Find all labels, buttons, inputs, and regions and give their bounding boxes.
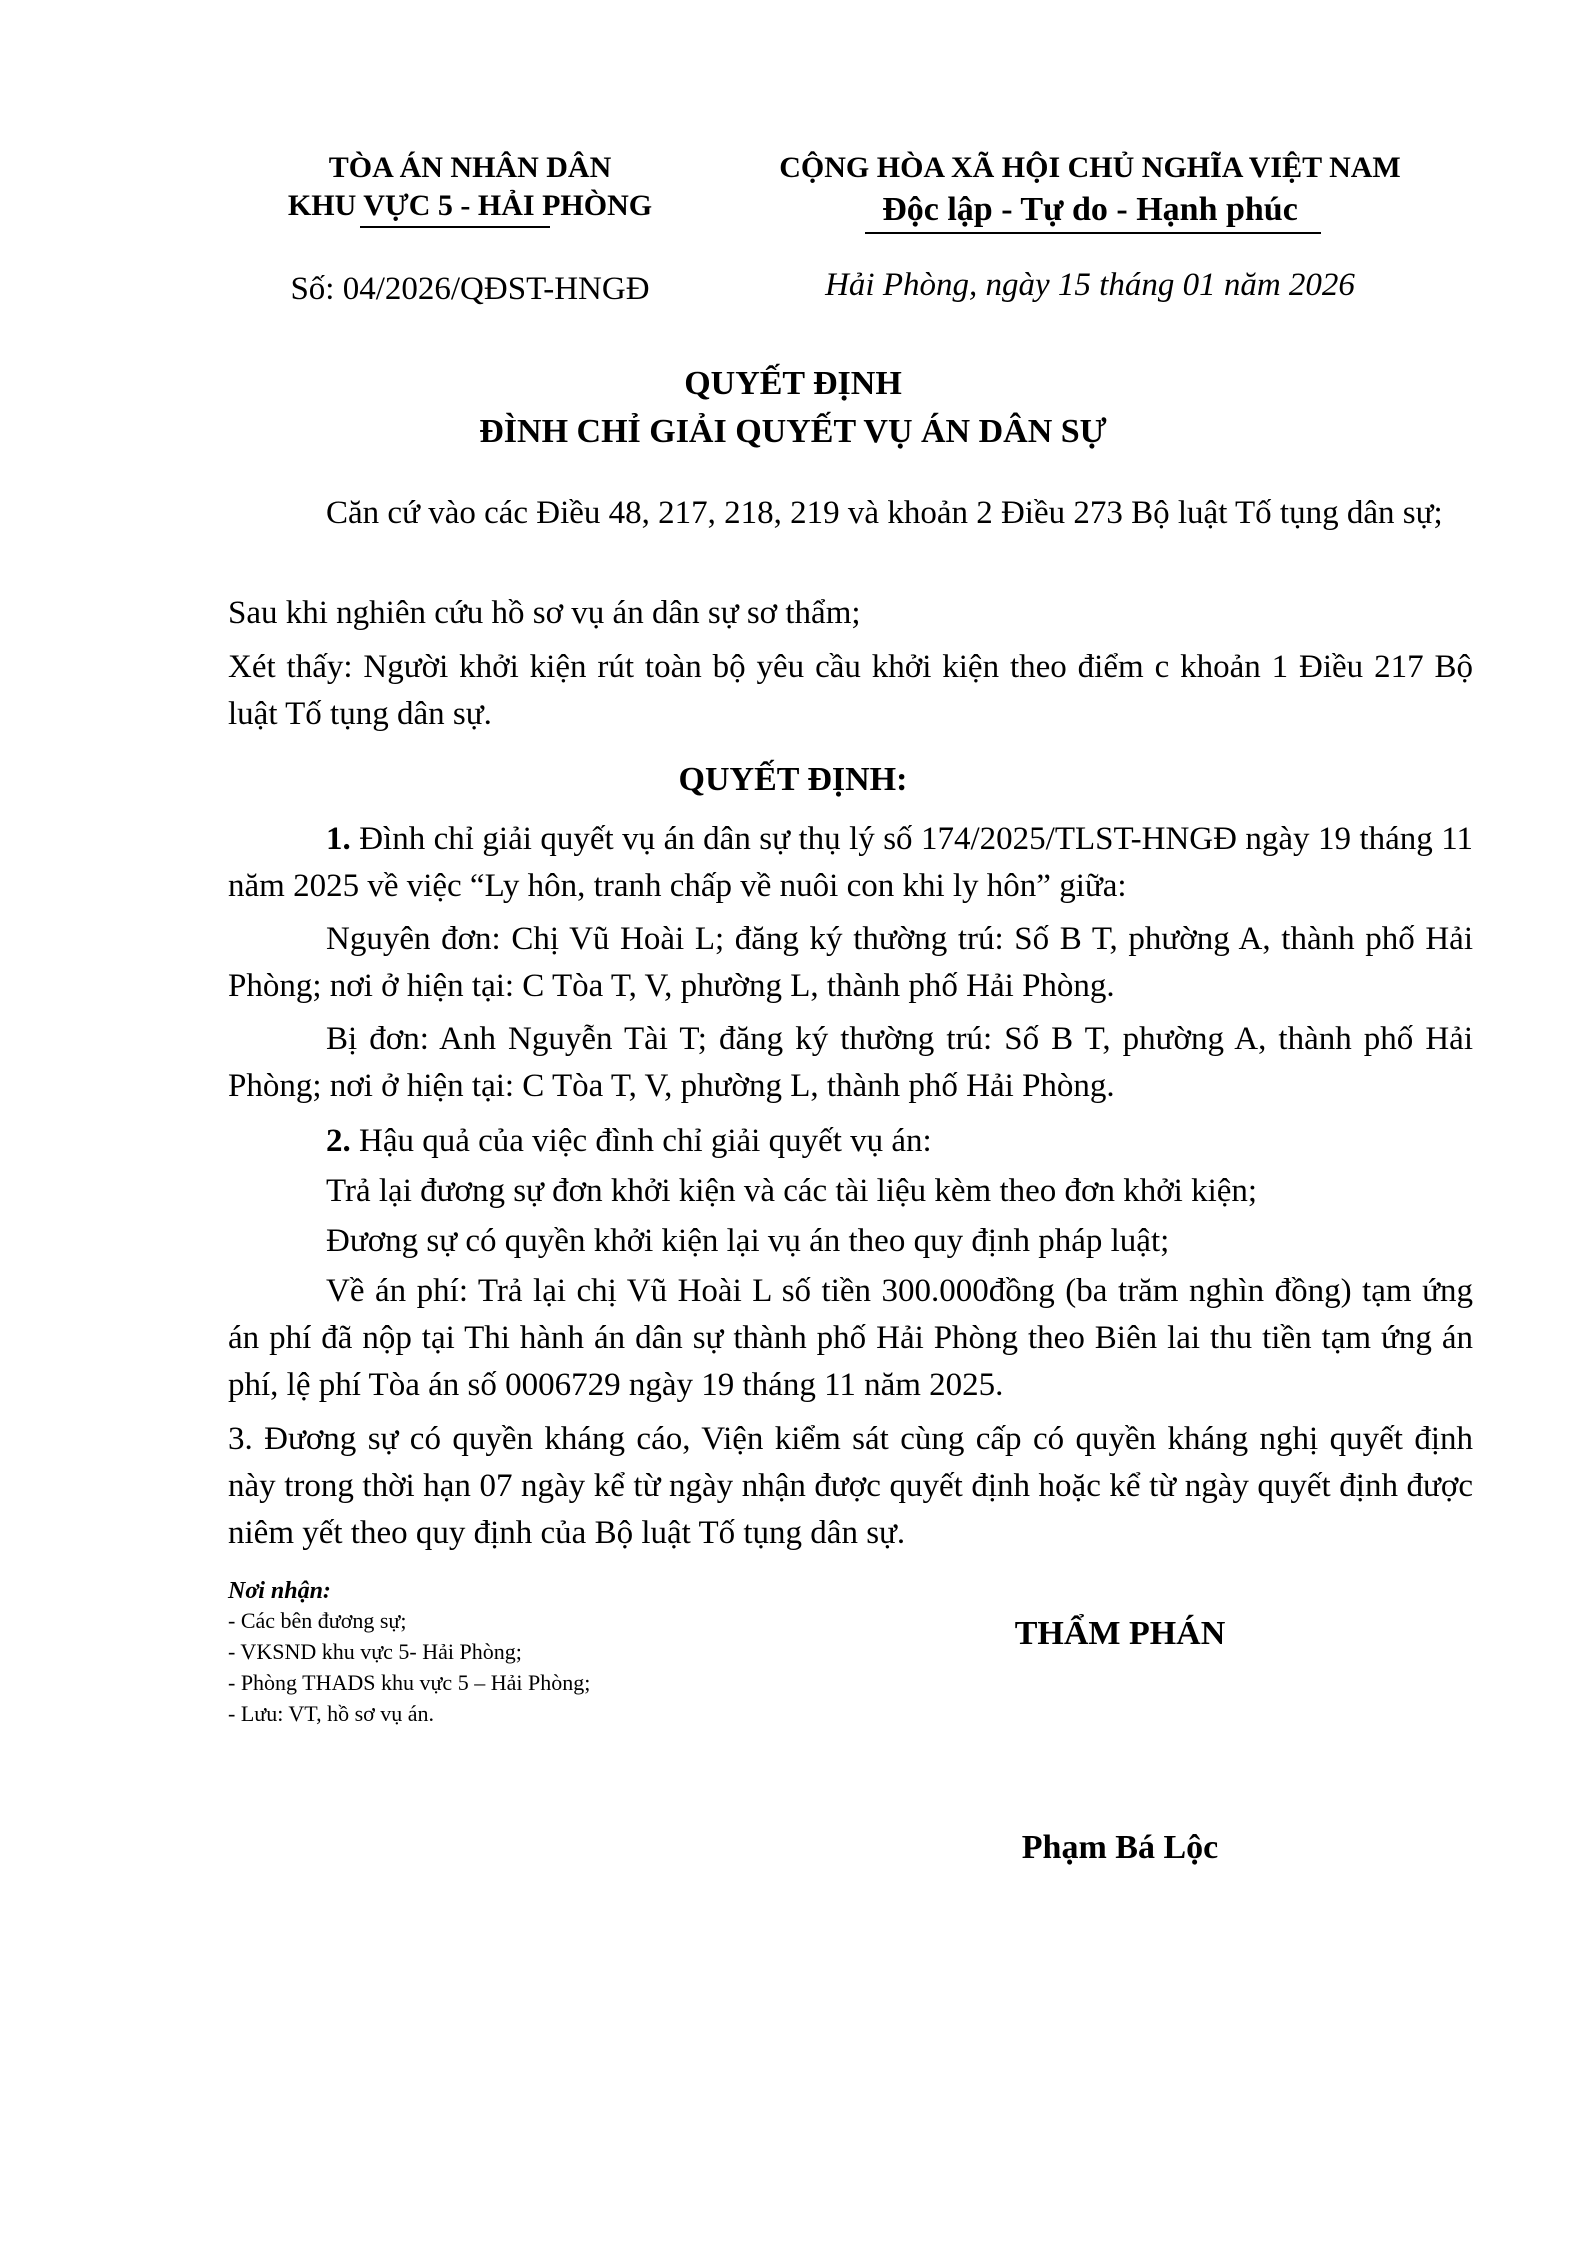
item2-text: Hậu quả của việc đình chỉ giải quyết vụ án: — [359, 1123, 932, 1159]
court-name-line1: TÒA ÁN NHÂN DÂN — [328, 151, 612, 184]
defendant-info: Bị đơn: Anh Nguyễn Tài T; đăng ký thường trú: Số B T, phường A, thành phố Hải Phòng; nơi ở hiện tại: C Tòa T, V, phường L, thành phố Hải Phòng. — [228, 1021, 1473, 1104]
item1-number: 1. — [326, 821, 351, 857]
consideration: Xét thấy: Người khởi kiện rút toàn bộ yêu cầu khởi kiện theo điểm c khoản 1 Điều 217 Bộ luật Tố tụng dân sự. — [228, 649, 1473, 732]
recipient-item: - Các bên đương sự; — [228, 1608, 407, 1633]
court-underline — [360, 226, 550, 228]
national-motto: Độc lập - Tự do - Hạnh phúc — [882, 191, 1298, 228]
recipients-heading: Nơi nhận: — [228, 1578, 331, 1604]
motto-underline — [865, 232, 1321, 234]
plaintiff-info: Nguyên đơn: Chị Vũ Hoài L; đăng ký thường trú: Số B T, phường A, thành phố Hải Phòng; nơi ở hiện tại: C Tòa T, V, phường L, thành phố Hải Phòng. — [228, 921, 1473, 1004]
place-date: Hải Phòng, ngày 15 tháng 01 năm 2026 — [825, 267, 1355, 303]
return-documents: Trả lại đương sự đơn khởi kiện và các tài liệu kèm theo đơn khởi kiện; — [326, 1173, 1258, 1209]
study-statement: Sau khi nghiên cứu hồ sơ vụ án dân sự sơ thẩm; — [228, 595, 861, 631]
decision-heading: QUYẾT ĐỊNH: — [678, 761, 908, 798]
item2-number: 2. — [326, 1123, 351, 1159]
document-number: Số: 04/2026/QĐST-HNGĐ — [290, 271, 650, 307]
signer-role: THẨM PHÁN — [1014, 1615, 1226, 1652]
court-name-line2: KHU VỰC 5 - HẢI PHÒNG — [287, 189, 653, 222]
republic-title: CỘNG HÒA XÃ HỘI CHỦ NGHĨA VIỆT NAM — [779, 151, 1401, 184]
item1-text: Đình chỉ giải quyết vụ án dân sự thụ lý số 174/2025/TLST-HNGĐ ngày 19 tháng 11 năm 2025 về việc “Ly hôn, tranh chấp về nuôi con khi ly hôn” giữa: — [228, 821, 1473, 904]
recipient-item: - Phòng THADS khu vực 5 – Hải Phòng; — [228, 1670, 591, 1695]
item1-paragraph — [228, 816, 1473, 910]
court-fee-refund: Về án phí: Trả lại chị Vũ Hoài L số tiền 300.000đồng (ba trăm nghìn đồng) tạm ứng án phí đã nộp tại Thi hành án dân sự thành phố Hải Phòng theo Biên lai thu tiền tạm ứng án phí, lệ phí Tòa án số 0006729 ngày 19 tháng 11 năm 2025. — [228, 1273, 1473, 1403]
item2-paragraph — [326, 1118, 1473, 1165]
recipient-item: - Lưu: VT, hồ sơ vụ án. — [228, 1701, 435, 1726]
doc-title-line2: ĐÌNH CHỈ GIẢI QUYẾT VỤ ÁN DÂN SỰ — [479, 413, 1107, 450]
legal-basis: Căn cứ vào các Điều 48, 217, 218, 219 và khoản 2 Điều 273 Bộ luật Tố tụng dân sự; — [326, 495, 1443, 531]
recipient-item: - VKSND khu vực 5- Hải Phòng; — [228, 1639, 522, 1664]
appeal-rights: 3. Đương sự có quyền kháng cáo, Viện kiểm sát cùng cấp có quyền kháng nghị quyết định này trong thời hạn 07 ngày kể từ ngày nhận được quyết định hoặc kể từ ngày quyết định được niêm yết theo quy định của Bộ luật Tố tụng dân sự. — [228, 1421, 1473, 1551]
right-to-refile: Đương sự có quyền khởi kiện lại vụ án theo quy định pháp luật; — [326, 1223, 1170, 1259]
doc-title-line1: QUYẾT ĐỊNH — [684, 365, 902, 402]
signer-name: Phạm Bá Lộc — [1021, 1829, 1219, 1866]
